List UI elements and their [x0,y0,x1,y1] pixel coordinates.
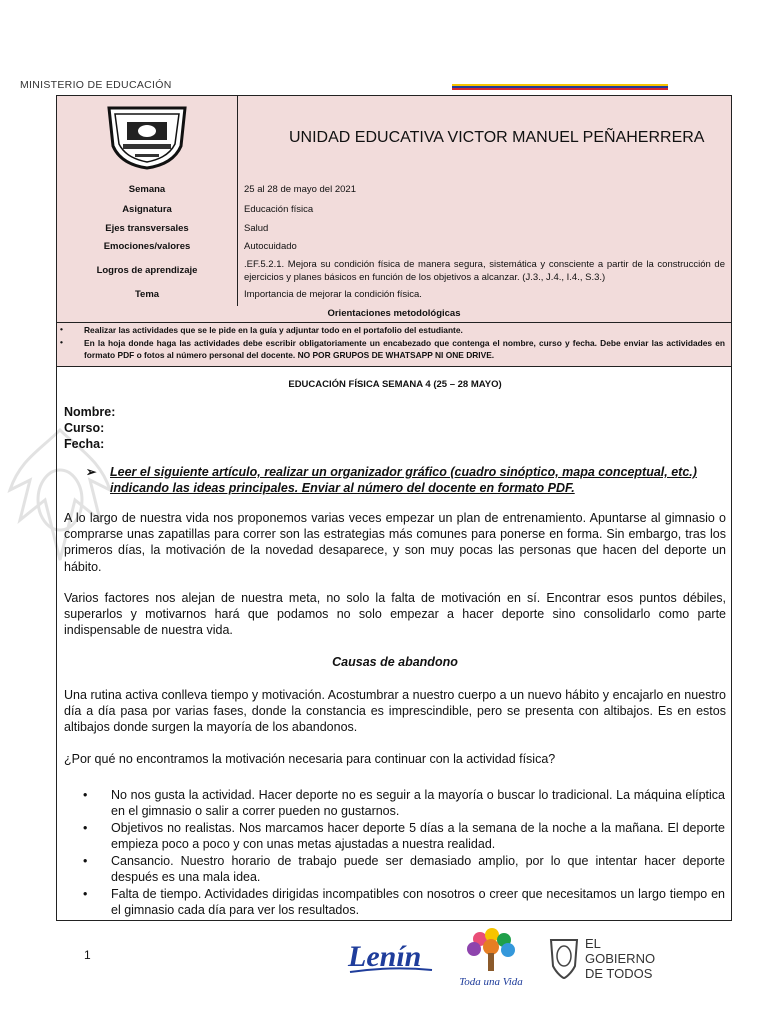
svg-text:Lenín: Lenín [348,940,422,973]
bullet-icon: • [60,324,63,334]
student-fields [64,404,115,452]
bullet-icon: • [60,337,63,347]
info-value-tema: Importancia de mejorar la condición física. [244,289,422,300]
orientacion-item: Realizar las actividades que se le pide en la guía y adjuntar todo en el portafolio del estudiante. [84,325,463,335]
svg-text:GOBIERNO: GOBIERNO [585,951,656,966]
svg-text:DE TODOS: DE TODOS [585,966,653,981]
info-value: Educación física [244,204,314,215]
field-nombre: Nombre: [64,405,116,419]
field-fecha: Fecha: [64,437,105,451]
lenin-logo [346,936,436,976]
info-label-group: Ejes transversales Emociones/valores Logros de aprendizaje Tema [57,220,238,306]
orientacion-item: En la hoja donde haga las actividades debe escribir obligatoriamente un encabezado que contenga el nombre, curso y fecha. Debe enviar las actividades en formato PDF o fotos al número personal del docente. NO POR GRUPOS DE WHATSAPP NI ONE DRIVE. [84,338,725,360]
flag-stripes [452,84,668,90]
orientaciones-list [57,323,731,367]
logo-cell [57,96,238,182]
ministry-title: MINISTERIO DE EDUCACIÓN [20,79,172,91]
info-value-ejes: Salud [244,223,269,234]
info-label: Asignatura [57,201,238,220]
info-row-group [57,220,731,307]
toda-una-vida-logo [450,925,532,991]
school-name: UNIDAD EDUCATIVA VICTOR MANUEL PEÑAHERRERA [289,129,705,146]
school-shield-icon [105,102,189,170]
week-title: EDUCACIÓN FÍSICA SEMANA 4 (25 – 28 MAYO) [288,379,502,390]
header-row [57,96,731,183]
field-curso: Curso: [64,421,105,435]
list-item: • Falta de tiempo. Actividades dirigidas incompatibles con nosotros o creer que necesitamos un largo tiempo en el gimnasio cada día para ver los resultados. [83,887,725,918]
list-item: • Cansancio. Nuestro horario de trabajo puede ser demasiado amplio, por lo que intentar hacer deporte después es una mala idea. [83,854,725,885]
list-item: • No nos gusta la actividad. Hacer deporte no es seguir a la mayoría o buscar lo tradicional. La máquina elíptica en el gimnasio o salir a correr pueden no gustarnos. [83,788,725,819]
page-number: 1 [84,948,91,962]
svg-text:Toda una Vida: Toda una Vida [459,976,523,988]
document-frame [56,95,732,921]
paragraph-3: Una rutina activa conlleva tiempo y motivación. Acostumbrar a nuestro cuerpo a un nuevo hábito y encajarlo en nuestro día a día pasa por varias fases, donde la constancia es imprescindible, pero se presenta con altibajos. Es en estos altibajos donde surgen la mayoría de los abandonos. [64,688,726,735]
orientaciones-title: Orientaciones metodológicas [57,306,731,323]
list-item: • Objetivos no realistas. Nos marcamos hacer deporte 5 días a la semana de la noche a la mañana. El deporte empieza poco a poco y con unas metas ajustadas a nuestra realidad. [83,821,725,852]
info-value-logros: .EF.5.2.1. Mejora su condición física de manera segura, sistemática y consciente a partir de la construcción de ejercicios y planes básicos en función de los objetivos a alcanzar. (J.3., J.4., I.4., S.3.) [244,259,725,283]
info-label: Semana [57,182,238,201]
info-value: 25 al 28 de mayo del 2021 [244,184,356,195]
paragraph-1: A lo largo de nuestra vida nos proponemos varias veces empezar un plan de entrenamiento. Apuntarse al gimnasio o comprarse unas zapatillas para correr son las estrategias más comunes para ponerse en forma. Sin embargo, tras los primeros días, la motivación de la novedad desaparece, y son muy pocas las personas que hacen del deporte un hábito. [64,511,726,574]
svg-text:EL: EL [585,936,601,951]
paragraph-2: Varios factores nos alejan de nuestra meta, no solo la falta de motivación en sí. Encontrar esos puntos débiles, superarlos y motivarnos hará que podamos no solo empezar a hacer deporte sino consolidarlo como parte indispensable de nuestra vida. [64,591,726,638]
info-row-semana [57,182,731,202]
gobierno-de-todos-logo [547,932,667,982]
arrow-icon: ➢ [86,465,97,479]
question: ¿Por qué no encontramos la motivación necesaria para continuar con la actividad física? [64,752,556,766]
info-value-emociones: Autocuidado [244,241,297,252]
section-subtitle: Causas de abandono [332,655,458,669]
instruction: ➢ Leer el siguiente artículo, realizar un organizador gráfico (cuadro sinóptico, mapa conceptual, etc.) indicando las ideas principales. Enviar al número del docente en formato PDF. [86,465,697,495]
info-row-asignatura [57,201,731,221]
